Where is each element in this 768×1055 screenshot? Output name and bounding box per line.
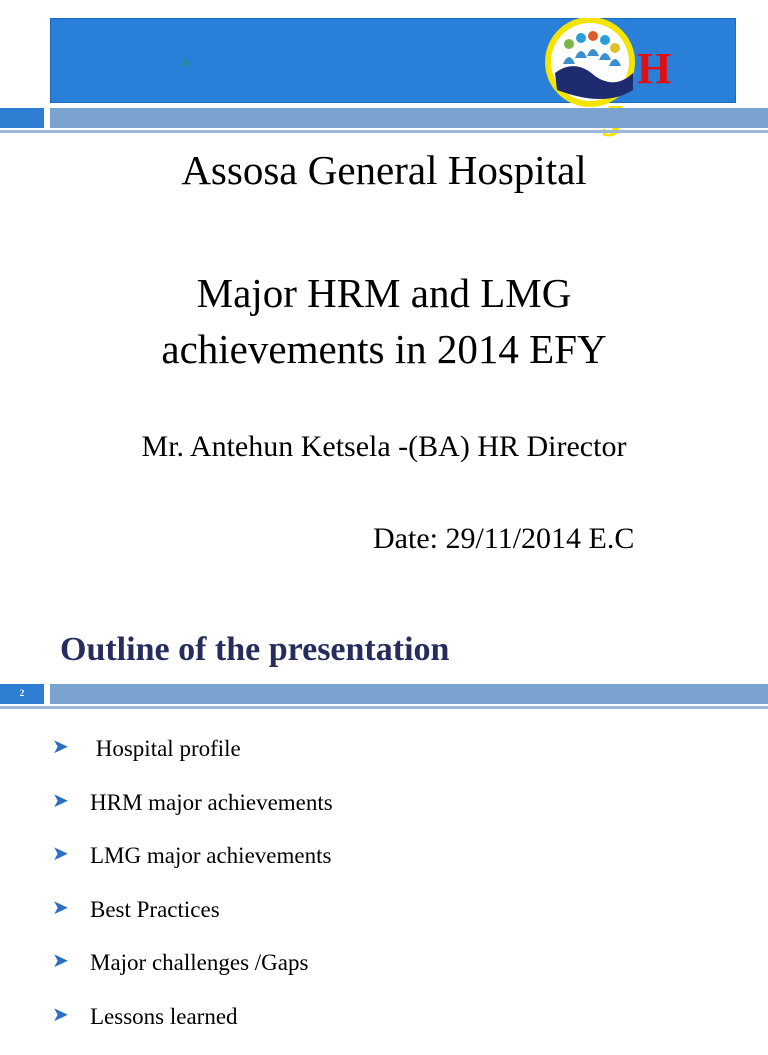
subtitle-line-2: achievements in 2014 EFY <box>161 326 607 372</box>
arrow-bullet-icon: ➤ <box>52 789 69 812</box>
arrow-bullet-icon: ➤ <box>52 950 69 973</box>
logo-letter-h: H <box>637 44 672 93</box>
arrow-bullet-icon: ➤ <box>52 736 69 758</box>
presenter-name: Mr. Antehun Ketsela -(BA) HR Director <box>141 430 627 463</box>
list-item: ➤ LMG major achievements <box>52 840 752 894</box>
arrow-bullet-icon: ➤ <box>52 843 69 866</box>
list-item: ➤ Best Practices <box>52 894 752 948</box>
presentation-date: Date: 29/11/2014 E.C <box>373 522 635 555</box>
hospital-title: Assosa General Hospital <box>181 147 587 193</box>
subtitle-line-1: Major HRM and LMG <box>196 270 572 316</box>
list-item: ➤ Hospital profile <box>52 733 752 787</box>
presentation-subtitle <box>0 265 768 377</box>
slide-page-number: 2 <box>19 688 25 698</box>
outline-list <box>52 733 752 1055</box>
arrow-bullet-icon: ➤ <box>52 1003 69 1026</box>
list-item: ➤ Major challenges /Gaps <box>52 947 752 1001</box>
outline-heading: Outline of the presentation <box>60 631 450 668</box>
slide1-divider-strip <box>0 108 768 128</box>
arrow-bullet-icon: ➤ <box>52 896 69 919</box>
list-item: ➤ Lessons learned <box>52 1001 752 1055</box>
slide2-divider-strip <box>0 684 768 704</box>
banner-small-text: A <box>181 57 189 69</box>
list-item: ➤ HRM major achievements <box>52 787 752 841</box>
